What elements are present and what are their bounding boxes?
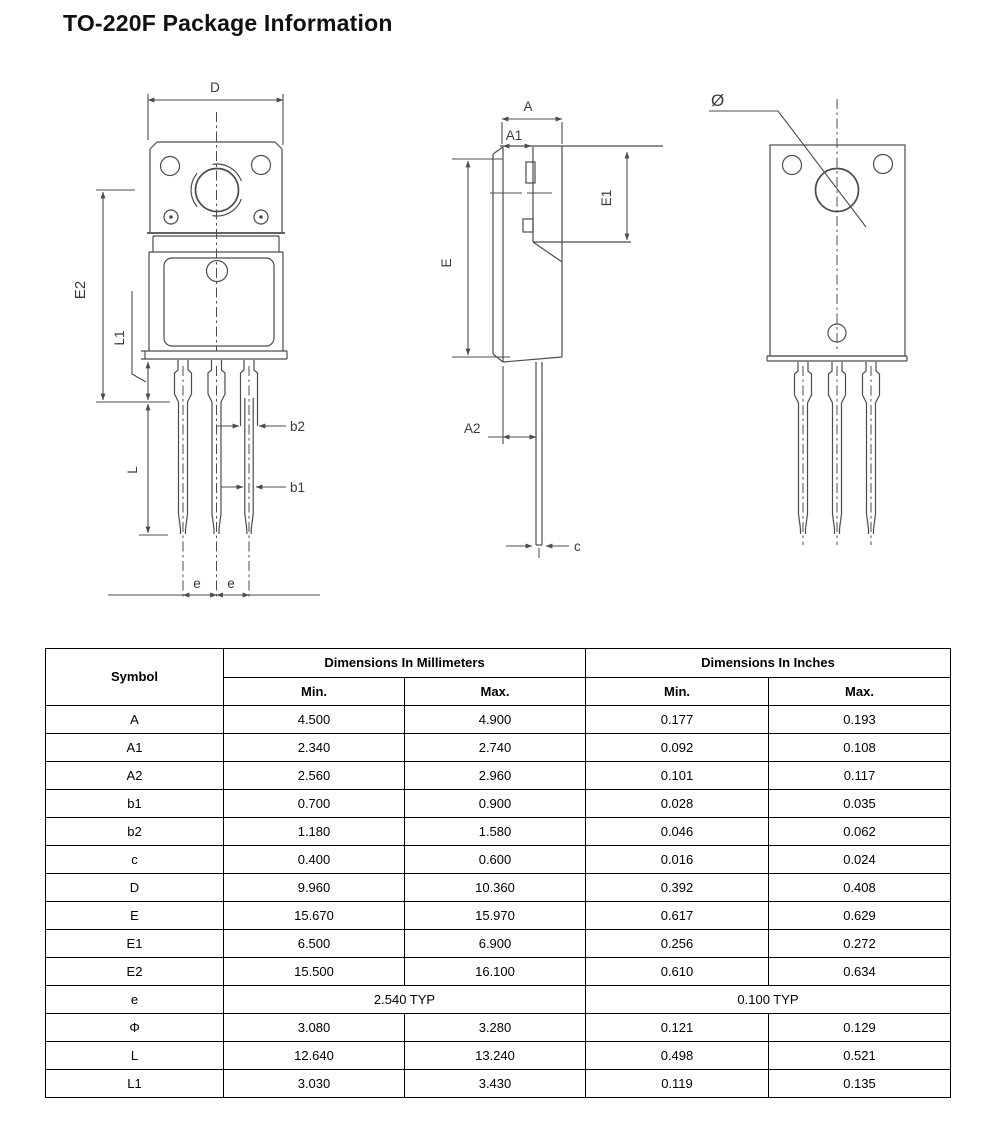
cell-in-max: 0.024 (769, 846, 951, 874)
cell-mm-max: 15.970 (405, 902, 586, 930)
cell-mm-min: 9.960 (224, 874, 405, 902)
package-drawings (0, 58, 991, 618)
cell-mm-min: 15.670 (224, 902, 405, 930)
front-view-drawing (72, 80, 320, 597)
dim-d (148, 80, 283, 145)
cell-mm-max: 13.240 (405, 1042, 586, 1070)
col-header-in-min: Min. (586, 678, 769, 706)
col-header-symbol: Symbol (46, 649, 224, 706)
table-row (46, 846, 951, 874)
dimensions-table-body (46, 706, 951, 1098)
cell-mm-min: 6.500 (224, 930, 405, 958)
cell-in-max: 0.408 (769, 874, 951, 902)
cell-in-max: 0.135 (769, 1070, 951, 1098)
cell-symbol: E2 (46, 958, 224, 986)
cell-in-min: 0.177 (586, 706, 769, 734)
table-row (46, 930, 951, 958)
table-row (46, 734, 951, 762)
cell-mm-min: 0.700 (224, 790, 405, 818)
cell-in-min: 0.256 (586, 930, 769, 958)
cell-mm-max: 3.280 (405, 1014, 586, 1042)
dim-label-l1: L1 (112, 330, 127, 346)
cell-in-max: 0.193 (769, 706, 951, 734)
cell-mm-min: 1.180 (224, 818, 405, 846)
cell-mm-max: 4.900 (405, 706, 586, 734)
page-title: TO-220F Package Information (63, 10, 393, 36)
cell-mm-typ: 2.540 TYP (224, 986, 586, 1014)
dim-diameter (709, 91, 866, 227)
cell-in-max: 0.035 (769, 790, 951, 818)
cell-mm-max: 3.430 (405, 1070, 586, 1098)
table-row (46, 762, 951, 790)
table-row (46, 706, 951, 734)
cell-symbol: b2 (46, 818, 224, 846)
cell-mm-max: 6.900 (405, 930, 586, 958)
cell-in-max: 0.129 (769, 1014, 951, 1042)
dim-e2 (72, 190, 170, 402)
dim-label-d: D (210, 80, 220, 95)
cell-mm-min: 15.500 (224, 958, 405, 986)
cell-mm-max: 1.580 (405, 818, 586, 846)
cell-symbol: E (46, 902, 224, 930)
cell-mm-max: 2.740 (405, 734, 586, 762)
cell-mm-min: 3.030 (224, 1070, 405, 1098)
cell-mm-max: 2.960 (405, 762, 586, 790)
front-mounting-holes (161, 156, 271, 282)
dim-a2 (464, 366, 536, 444)
dim-e-height (439, 159, 510, 357)
dim-label-b1: b1 (290, 480, 306, 495)
table-row (46, 958, 951, 986)
cell-in-min: 0.092 (586, 734, 769, 762)
cell-in-max: 0.629 (769, 902, 951, 930)
cell-symbol: Φ (46, 1014, 224, 1042)
table-row (46, 818, 951, 846)
cell-symbol: E1 (46, 930, 224, 958)
cell-in-max: 0.062 (769, 818, 951, 846)
col-header-mm-min: Min. (224, 678, 405, 706)
col-header-inches: Dimensions In Inches (586, 649, 951, 678)
cell-symbol: D (46, 874, 224, 902)
dim-b2 (216, 419, 305, 434)
dim-l1 (112, 291, 148, 400)
cell-mm-max: 0.600 (405, 846, 586, 874)
cell-mm-min: 3.080 (224, 1014, 405, 1042)
dim-label-a2: A2 (464, 421, 481, 436)
cell-mm-min: 2.340 (224, 734, 405, 762)
cell-symbol: e (46, 986, 224, 1014)
cell-in-max: 0.108 (769, 734, 951, 762)
cell-in-max: 0.634 (769, 958, 951, 986)
cell-in-max: 0.117 (769, 762, 951, 790)
cell-symbol: L (46, 1042, 224, 1070)
dim-label-e2: E2 (72, 280, 89, 300)
dim-label-e-left: e (193, 576, 201, 591)
col-header-mm-max: Max. (405, 678, 586, 706)
dim-l (125, 404, 168, 535)
col-header-mm: Dimensions In Millimeters (224, 649, 586, 678)
dim-label-e1: E1 (599, 189, 614, 207)
dim-e-pitch (108, 576, 320, 595)
cell-symbol: A (46, 706, 224, 734)
dimensions-table (45, 648, 951, 1098)
cell-mm-min: 12.640 (224, 1042, 405, 1070)
side-view-drawing (439, 99, 663, 559)
cell-symbol: L1 (46, 1070, 224, 1098)
cell-in-min: 0.617 (586, 902, 769, 930)
side-profile-outline (490, 146, 663, 559)
cell-in-max: 0.521 (769, 1042, 951, 1070)
table-row (46, 1042, 951, 1070)
dim-c (506, 539, 581, 554)
table-row (46, 902, 951, 930)
cell-in-min: 0.101 (586, 762, 769, 790)
cell-symbol: A1 (46, 734, 224, 762)
cell-in-min: 0.121 (586, 1014, 769, 1042)
cell-mm-min: 2.560 (224, 762, 405, 790)
dim-label-e-height: E (439, 258, 454, 268)
dim-label-c: c (574, 539, 581, 554)
cell-in-max: 0.272 (769, 930, 951, 958)
cell-inches-typ: 0.100 TYP (586, 986, 951, 1014)
dim-label-l: L (125, 466, 140, 474)
cell-in-min: 0.046 (586, 818, 769, 846)
dim-a1 (503, 128, 531, 146)
col-header-in-max: Max. (769, 678, 951, 706)
cell-symbol: A2 (46, 762, 224, 790)
dim-e1 (599, 152, 627, 240)
cell-mm-max: 10.360 (405, 874, 586, 902)
cell-mm-min: 4.500 (224, 706, 405, 734)
cell-in-min: 0.016 (586, 846, 769, 874)
cell-in-min: 0.610 (586, 958, 769, 986)
cell-in-min: 0.119 (586, 1070, 769, 1098)
table-row (46, 986, 951, 1014)
cell-mm-max: 0.900 (405, 790, 586, 818)
cell-mm-min: 0.400 (224, 846, 405, 874)
cell-symbol: c (46, 846, 224, 874)
dim-b1 (221, 480, 305, 495)
table-row (46, 790, 951, 818)
cell-symbol: b1 (46, 790, 224, 818)
table-row (46, 1070, 951, 1098)
dim-label-diameter: Ø (711, 91, 725, 110)
table-row (46, 1014, 951, 1042)
cell-in-min: 0.498 (586, 1042, 769, 1070)
dim-label-a1: A1 (505, 128, 523, 143)
dim-label-a: A (523, 99, 533, 114)
back-view-drawing (709, 91, 907, 545)
dim-label-e-right: e (227, 576, 235, 591)
table-row (46, 874, 951, 902)
front-package-outline (141, 142, 287, 359)
cell-mm-max: 16.100 (405, 958, 586, 986)
cell-in-min: 0.392 (586, 874, 769, 902)
cell-in-min: 0.028 (586, 790, 769, 818)
dim-label-b2: b2 (290, 419, 306, 434)
